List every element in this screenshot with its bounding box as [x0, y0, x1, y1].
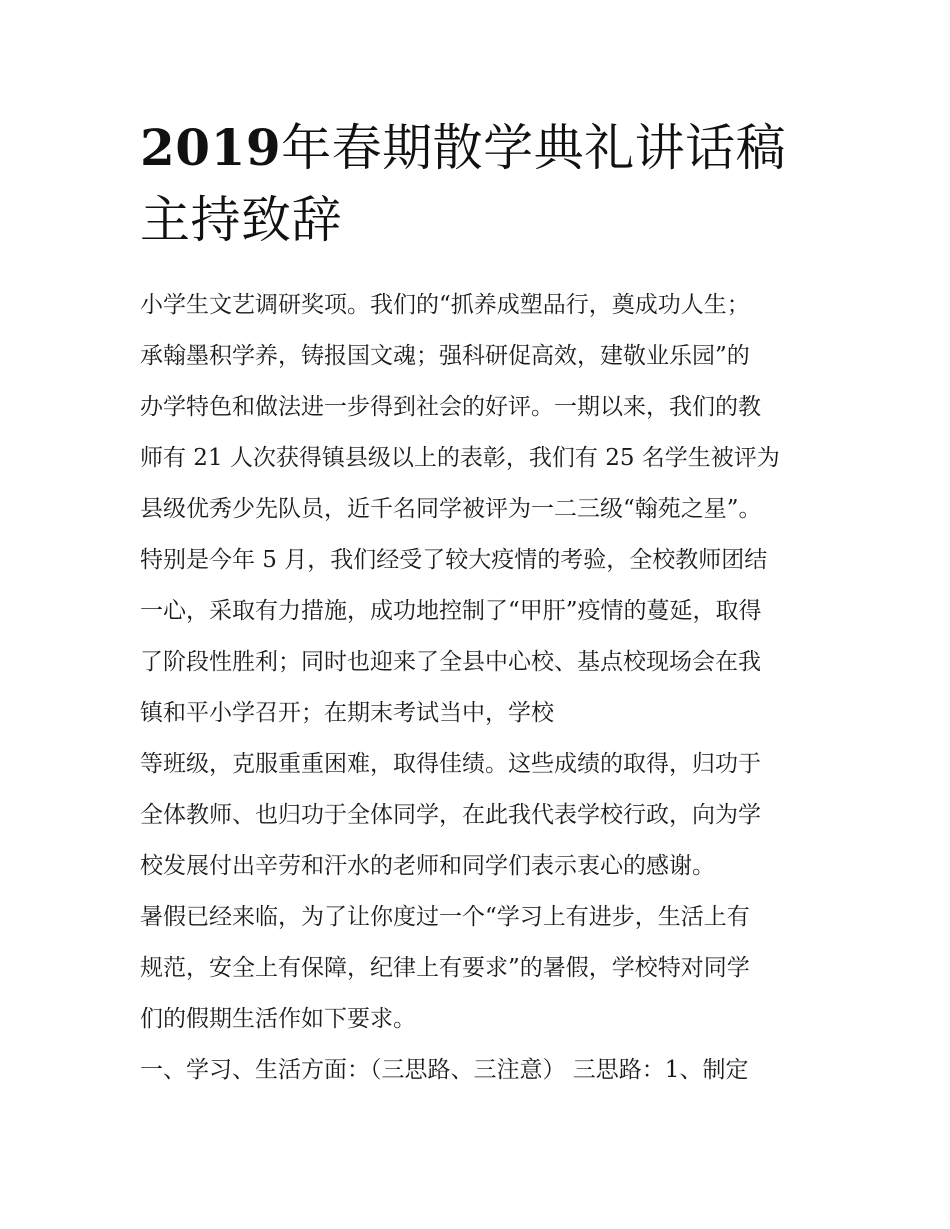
- body-line: 校发展付出辛劳和汗水的老师和同学们表示衷心的感谢。: [140, 853, 715, 879]
- body-line: 规范，安全上有保障，纪律上有要求”的暑假，学校特对同学: [140, 955, 750, 981]
- body-line: 师有 21 人次获得镇县级以上的表彰，我们有 25 名学生被评为: [140, 445, 780, 471]
- body-line: 一、学习、生活方面：（三思路、三注意） 三思路：1、制定: [140, 1057, 749, 1083]
- body-line: 了阶段性胜利；同时也迎来了全县中心校、基点校现场会在我: [140, 649, 761, 675]
- body-line: 办学特色和做法进一步得到社会的好评。一期以来，我们的教: [140, 394, 761, 420]
- body-line: 县级优秀少先队员，近千名同学被评为一二三级“翰苑之星”。: [140, 496, 762, 522]
- body-line: 全体教师、也归功于全体同学，在此我代表学校行政，向为学: [140, 802, 761, 828]
- body-line: 承翰墨积学养，铸报国文魂；强科研促高效，建敬业乐园”的: [140, 343, 750, 369]
- document-title: [140, 112, 820, 256]
- body-line: 们的假期生活作如下要求。: [140, 1006, 416, 1032]
- body-line: 特别是今年 5 月，我们经受了较大疫情的考验，全校教师团结: [140, 547, 768, 573]
- title-year: 2019: [140, 118, 282, 177]
- title-text: 年春期散学典礼讲话稿主持致辞: [140, 119, 787, 249]
- body-line: 暑假已经来临，为了让你度过一个“学习上有进步，生活上有: [140, 904, 750, 930]
- body-line: 小学生文艺调研奖项。我们的“抓养成塑品行，奠成功人生；: [140, 292, 750, 318]
- body-line: 一心，采取有力措施，成功地控制了“甲肝”疫情的蔓延，取得: [140, 598, 762, 624]
- document-body: [140, 280, 830, 1096]
- body-line: 等班级，克服重重困难，取得佳绩。这些成绩的取得，归功于: [140, 751, 761, 777]
- body-line: 镇和平小学召开；在期末考试当中，学校: [140, 700, 554, 726]
